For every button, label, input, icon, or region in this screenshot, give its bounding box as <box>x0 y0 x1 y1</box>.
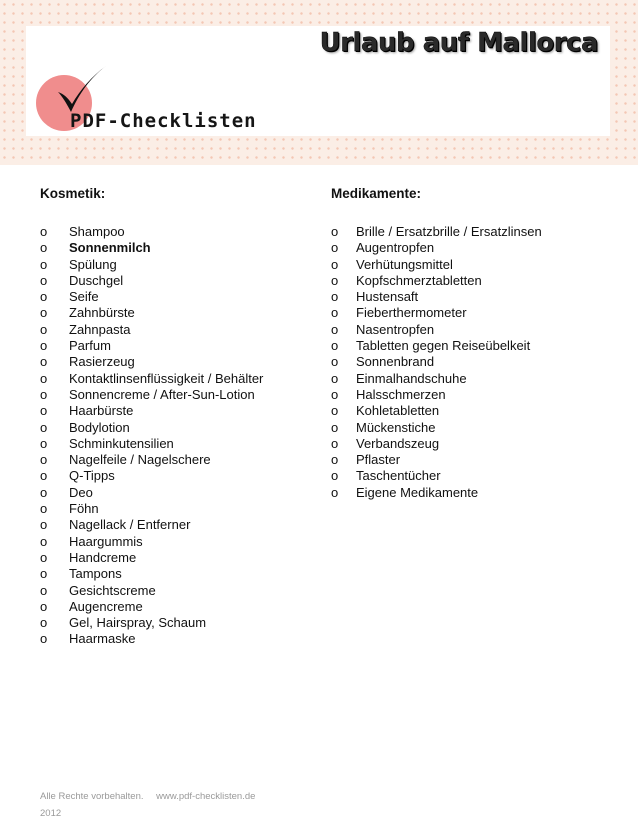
logo-text: PDF-Checklisten <box>70 110 257 132</box>
medikamente-list <box>331 224 601 501</box>
checklist-item-label: Nasentropfen <box>356 321 435 337</box>
checkbox-bullet-icon[interactable]: o <box>40 224 48 239</box>
checklist-item-label: Gel, Hairspray, Schaum <box>69 615 207 631</box>
checklist-item-label: Shampoo <box>69 224 125 239</box>
checklist-item[interactable] <box>40 501 310 517</box>
checkbox-bullet-icon[interactable]: o <box>40 484 48 500</box>
checklist-item-label: Augentropfen <box>356 240 435 256</box>
checklist-item[interactable] <box>331 436 601 452</box>
checklist-item-label: Kontaktlinsenflüssigkeit / Behälter <box>69 370 264 386</box>
checkbox-bullet-icon[interactable]: o <box>40 419 48 435</box>
checklist-item[interactable] <box>331 289 601 305</box>
checklist-item-label: Kopfschmerztabletten <box>356 272 482 288</box>
checklist-item-label: Zahnbürste <box>69 305 135 321</box>
checklist-item[interactable] <box>40 631 310 647</box>
checklist-item[interactable] <box>40 338 310 354</box>
checklist-item-label: Haarmaske <box>69 631 136 647</box>
checklist-item[interactable] <box>40 273 310 289</box>
checklist-item-label: Haarbürste <box>69 403 134 419</box>
checklist-item[interactable] <box>40 240 310 256</box>
kosmetik-heading: Kosmetik: <box>40 186 106 201</box>
checkbox-bullet-icon[interactable]: o <box>40 452 48 468</box>
checkbox-bullet-icon[interactable]: o <box>331 321 339 337</box>
checklist-item-label: Q-Tipps <box>69 468 115 484</box>
checkbox-bullet-icon[interactable]: o <box>40 582 48 598</box>
checklist-item-label: Taschentücher <box>356 468 441 484</box>
checklist-item-label: Duschgel <box>69 272 124 288</box>
checklist-item-label: Fieberthermometer <box>356 305 467 321</box>
checklist-item[interactable] <box>331 240 601 256</box>
checklist-item-label: Kohletabletten <box>356 403 440 419</box>
checkbox-bullet-icon[interactable]: o <box>331 386 339 402</box>
checkbox-bullet-icon[interactable]: o <box>40 533 48 549</box>
checklist-item[interactable] <box>331 403 601 419</box>
checkbox-bullet-icon[interactable]: o <box>40 354 48 370</box>
checklist-item[interactable] <box>40 305 310 321</box>
checklist-item-label: Bodylotion <box>69 419 130 435</box>
checklist-item-label: Tabletten gegen Reiseübelkeit <box>356 338 531 354</box>
checklist-item-label: Pflaster <box>356 452 401 468</box>
footer-rights: Alle Rechte vorbehalten. <box>40 791 144 802</box>
checklist-item[interactable] <box>40 403 310 419</box>
checkbox-bullet-icon[interactable]: o <box>40 240 48 256</box>
checklist-item[interactable] <box>331 224 601 240</box>
footer-year: 2012 <box>40 808 62 819</box>
checklist-item[interactable] <box>40 485 310 501</box>
checklist-item-label: Mückenstiche <box>356 419 436 435</box>
kosmetik-section <box>40 186 310 648</box>
checklist-item[interactable] <box>40 322 310 338</box>
checkbox-bullet-icon[interactable]: o <box>331 370 339 386</box>
checkbox-bullet-icon[interactable]: o <box>40 370 48 386</box>
checkbox-bullet-icon[interactable]: o <box>331 289 339 305</box>
checklist-item-label: Handcreme <box>69 549 137 565</box>
checklist-item[interactable] <box>40 224 310 240</box>
checklist-item-label: Spülung <box>69 256 117 272</box>
checkbox-bullet-icon[interactable]: o <box>331 240 339 256</box>
checklist-item[interactable] <box>40 452 310 468</box>
checklist-item-label: Sonnenbrand <box>356 354 435 370</box>
checklist-item[interactable] <box>40 289 310 305</box>
checklist-item-label: Hustensaft <box>356 289 419 305</box>
checkbox-bullet-icon[interactable]: o <box>331 256 339 272</box>
checklist-item[interactable] <box>40 534 310 550</box>
checkbox-bullet-icon[interactable]: o <box>331 224 339 239</box>
checklist-item-label: Haargummis <box>69 533 143 549</box>
checklist-item[interactable] <box>331 354 601 370</box>
checkbox-bullet-icon[interactable]: o <box>40 615 48 631</box>
checklist-item[interactable] <box>331 338 601 354</box>
checkbox-bullet-icon[interactable]: o <box>40 403 48 419</box>
checkbox-bullet-icon[interactable]: o <box>40 256 48 272</box>
checklist-item-label: Einmalhandschuhe <box>356 370 467 386</box>
checklist-item[interactable] <box>40 583 310 599</box>
checkbox-bullet-icon[interactable]: o <box>40 517 48 533</box>
checklist-item[interactable] <box>331 468 601 484</box>
checklist-item[interactable] <box>331 305 601 321</box>
checkbox-bullet-icon[interactable]: o <box>40 321 48 337</box>
checklist-item[interactable] <box>331 273 601 289</box>
checklist-item-label: Deo <box>69 484 93 500</box>
checklist-item-label: Halsschmerzen <box>356 386 446 402</box>
checkbox-bullet-icon[interactable]: o <box>331 305 339 321</box>
checkbox-bullet-icon[interactable]: o <box>40 501 48 517</box>
checklist-item-label: Nagellack / Entferner <box>69 517 191 533</box>
checklist-item[interactable] <box>40 420 310 436</box>
checkbox-bullet-icon[interactable]: o <box>331 419 339 435</box>
checkbox-bullet-icon[interactable]: o <box>40 598 48 614</box>
checklist-item-label: Augencreme <box>69 598 143 614</box>
checklist-item[interactable] <box>331 322 601 338</box>
checklist-item[interactable] <box>331 452 601 468</box>
checklist-item-label: Verbandszeug <box>356 435 440 451</box>
checklist-item-label: Zahnpasta <box>69 321 131 337</box>
checklist-item[interactable] <box>40 436 310 452</box>
checkbox-bullet-icon[interactable]: o <box>40 289 48 305</box>
checklist-item[interactable] <box>40 257 310 273</box>
checkbox-bullet-icon[interactable]: o <box>40 305 48 321</box>
medikamente-heading: Medikamente: <box>331 186 422 201</box>
checkbox-bullet-icon[interactable]: o <box>331 435 339 451</box>
checklist-item-label: Eigene Medikamente <box>356 484 479 500</box>
checklist-item[interactable] <box>331 387 601 403</box>
checklist-item[interactable] <box>40 371 310 387</box>
checklist-item[interactable] <box>40 599 310 615</box>
checklist-item-label: Tampons <box>69 566 122 582</box>
checklist-item-label: Föhn <box>69 501 99 517</box>
checklist-item[interactable] <box>331 371 601 387</box>
checkbox-bullet-icon[interactable]: o <box>40 549 48 565</box>
medikamente-section <box>331 186 601 501</box>
checklist-item-label: Brille / Ersatzbrille / Ersatzlinsen <box>356 224 542 239</box>
footer <box>40 788 255 822</box>
checklist-item[interactable] <box>40 566 310 582</box>
checkbox-bullet-icon[interactable]: o <box>40 338 48 354</box>
checkbox-bullet-icon[interactable]: o <box>331 452 339 468</box>
checklist-item-label: Gesichtscreme <box>69 582 156 598</box>
checklist-item-label: Seife <box>69 289 99 305</box>
checklist-item[interactable] <box>331 420 601 436</box>
checklist-item-label: Parfum <box>69 338 111 354</box>
checklist-item-label: Sonnenmilch <box>69 240 151 256</box>
checkbox-bullet-icon[interactable]: o <box>331 354 339 370</box>
checkbox-bullet-icon[interactable]: o <box>40 272 48 288</box>
checklist-item-label: Sonnencreme / After-Sun-Lotion <box>69 386 255 402</box>
checkbox-bullet-icon[interactable]: o <box>331 338 339 354</box>
kosmetik-list <box>40 224 310 648</box>
checkbox-bullet-icon[interactable]: o <box>40 386 48 402</box>
checklist-item-label: Verhütungsmittel <box>356 256 453 272</box>
checkbox-bullet-icon[interactable]: o <box>331 403 339 419</box>
checklist-item[interactable] <box>40 354 310 370</box>
checklist-item[interactable] <box>40 615 310 631</box>
checklist-item[interactable] <box>40 517 310 533</box>
checklist-item[interactable] <box>331 257 601 273</box>
checklist-item-label: Nagelfeile / Nagelschere <box>69 452 211 468</box>
checkbox-bullet-icon[interactable]: o <box>40 468 48 484</box>
checklist-item[interactable] <box>40 387 310 403</box>
checkbox-bullet-icon[interactable]: o <box>40 435 48 451</box>
checklist-item-label: Rasierzeug <box>69 354 135 370</box>
document-title: Urlaub auf Mallorca <box>319 28 598 58</box>
checkbox-bullet-icon[interactable]: o <box>331 468 339 484</box>
checklist-item[interactable] <box>40 550 310 566</box>
checkbox-bullet-icon[interactable]: o <box>331 484 339 500</box>
footer-website-link[interactable]: www.pdf-checklisten.de <box>156 791 256 802</box>
checklist-item-label: Schminkutensilien <box>69 435 174 451</box>
checkbox-bullet-icon[interactable]: o <box>40 566 48 582</box>
checklist-item[interactable] <box>40 468 310 484</box>
checkbox-bullet-icon[interactable]: o <box>331 272 339 288</box>
checklist-item[interactable] <box>331 485 601 501</box>
checkbox-bullet-icon[interactable]: o <box>40 631 48 647</box>
